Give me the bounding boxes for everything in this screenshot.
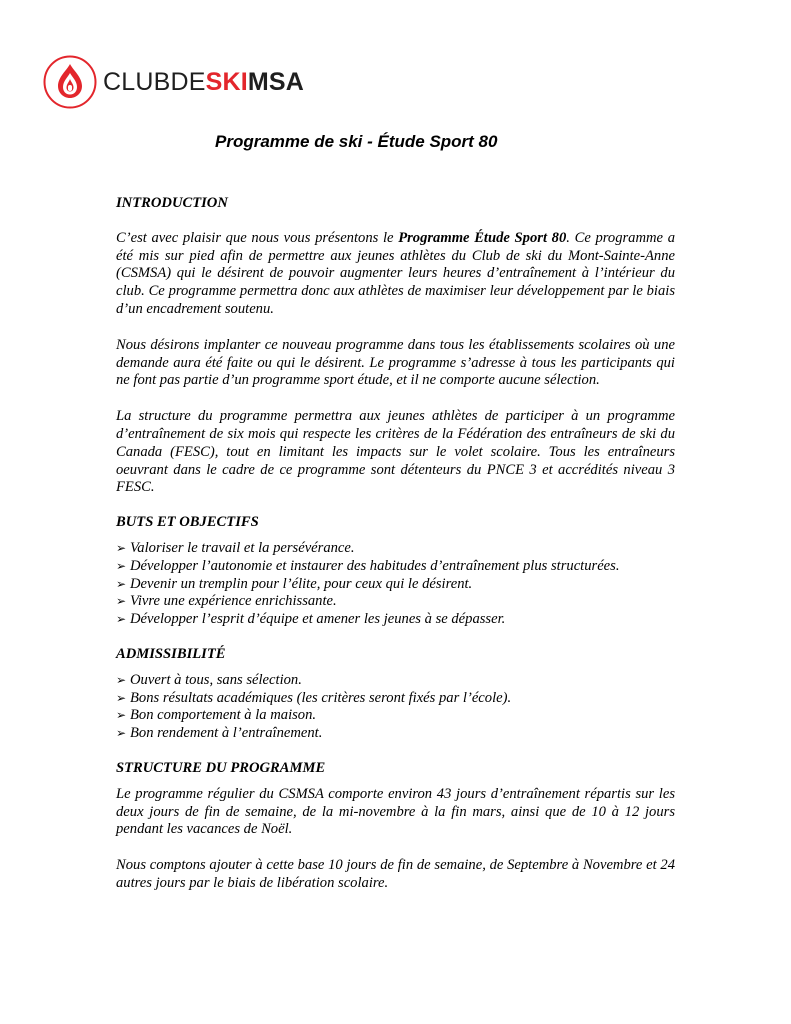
buts-heading: BUTS ET OBJECTIFS — [116, 514, 259, 531]
introduction-paragraph-3: La structure du programme permettra aux jeunes athlètes de participer à un programme d’entraînement de six mois qui respecte les critères de la Fédération des entraîneurs de ski du Canada (FESC), tout en limitant les impacts sur le volet scolaire. Tous les entraîneurs oeuvrant dans le cadre de ce programme sont détenteurs du PNCE 3 et accrédités niveau 3 FESC. — [116, 408, 675, 496]
intro-p1-text-end: . Ce programme a été mis sur pied afin de permettre aux jeunes athlètes du Club de ski du Mont-Sainte-Anne (CSMSA) qui le désirent de pouvoir augmenter leurs heures d’entraînement à l’intérieur du club. Ce programme permettra donc aux athlètes de maximiser leur développement par le biais d’un encadrement soutenu. — [116, 229, 675, 317]
structure-heading: STRUCTURE DU PROGRAMME — [116, 759, 326, 776]
list-item-text: Bon rendement à l’entraînement. — [130, 725, 323, 742]
arrow-bullet-icon: ➢ — [116, 672, 127, 687]
admissibilite-heading: ADMISSIBILITÉ — [116, 645, 226, 662]
arrow-bullet-icon: ➢ — [116, 726, 127, 741]
arrow-bullet-icon: ➢ — [116, 708, 127, 723]
arrow-bullet-icon: ➢ — [116, 612, 127, 627]
list-item — [116, 540, 675, 558]
list-item-text: Bon comportement à la maison. — [130, 707, 317, 724]
list-item — [116, 707, 675, 725]
intro-p1-text-start: C’est avec plaisir que nous vous présentons le — [116, 229, 399, 246]
flame-logo-icon — [43, 55, 97, 109]
arrow-bullet-icon: ➢ — [116, 540, 127, 555]
arrow-bullet-icon: ➢ — [116, 690, 127, 705]
introduction-paragraph-1 — [116, 230, 675, 319]
buts-list — [116, 540, 675, 629]
arrow-bullet-icon: ➢ — [116, 576, 127, 591]
introduction-paragraph-2: Nous désirons implanter ce nouveau programme dans tous les établissements scolaires où une demande aura été faite ou qui le désirent. Le programme s’adresse à tous les participants qui ne font pas partie d’un programme sport étude, et il ne comporte aucune sélection. — [116, 336, 675, 389]
club-logo — [43, 55, 304, 109]
arrow-bullet-icon: ➢ — [116, 594, 127, 609]
introduction-heading: INTRODUCTION — [116, 195, 228, 211]
list-item — [116, 593, 675, 611]
document-title: Programme de ski - Étude Sport 80 — [215, 132, 498, 151]
logo-text-ski: SKI — [205, 67, 248, 96]
list-item — [116, 558, 675, 576]
list-item-text: Développer l’autonomie et instaurer des habitudes d’entraînement plus structurées. — [130, 557, 620, 574]
structure-paragraph-1: Le programme régulier du CSMSA comporte environ 43 jours d’entraînement répartis sur les deux jours de fin de semaine, de la mi-novembre à la fin mars, ainsi que de 10 à 12 jours pendant les vacances de Noël. — [116, 785, 675, 838]
list-item-text: Vivre une expérience enrichissante. — [130, 593, 337, 610]
list-item — [116, 725, 675, 743]
list-item-text: Développer l’esprit d’équipe et amener les jeunes à se dépasser. — [130, 611, 506, 628]
arrow-bullet-icon: ➢ — [116, 558, 127, 573]
list-item-text: Valoriser le travail et la persévérance. — [130, 539, 355, 556]
list-item — [116, 611, 675, 629]
document-body — [116, 195, 675, 893]
intro-p1-program-name: Programme Étude Sport 80 — [398, 229, 567, 246]
structure-paragraph-2: Nous comptons ajouter à cette base 10 jours de fin de semaine, de Septembre à Novembre et 24 autres jours par le biais de libération scolaire. — [116, 857, 675, 891]
list-item-text: Bons résultats académiques (les critères seront fixés par l’école). — [130, 689, 512, 706]
list-item — [116, 576, 675, 594]
list-item — [116, 690, 675, 708]
club-logo-wordmark — [103, 67, 305, 96]
list-item-text: Ouvert à tous, sans sélection. — [130, 671, 302, 688]
list-item — [116, 672, 675, 690]
logo-text-msa: MSA — [247, 67, 305, 96]
logo-text-clubde: CLUBDE — [103, 67, 206, 96]
admissibilite-list — [116, 672, 675, 743]
list-item-text: Devenir un tremplin pour l’élite, pour ceux qui le désirent. — [130, 575, 473, 592]
